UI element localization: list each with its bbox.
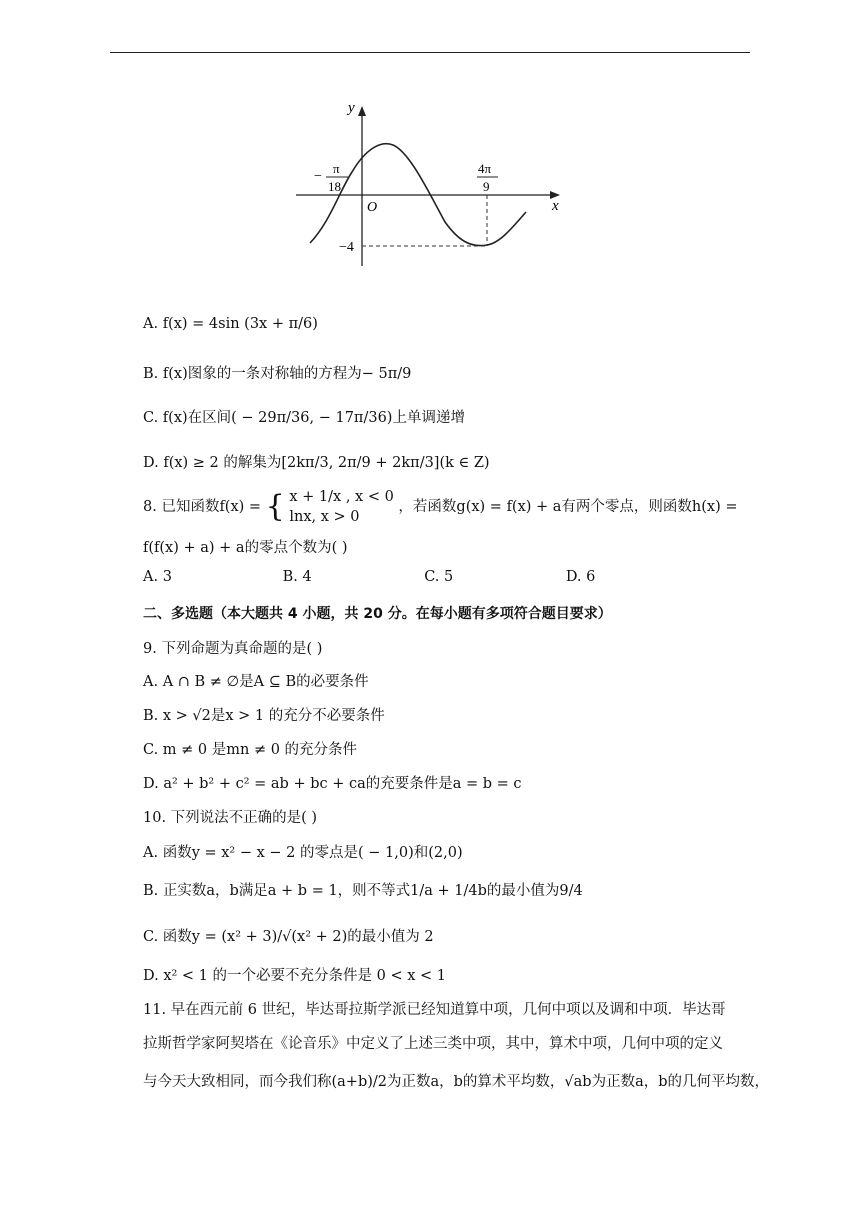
q8-option-b: B. 4 bbox=[282, 569, 312, 585]
left-tick-num: π bbox=[333, 161, 340, 176]
q8-option-a: A. 3 bbox=[143, 569, 172, 585]
q11-line-3: 与今天大致相同，而今我们称(a+b)/2为正数a，b的算术平均数，√ab为正数a，b的几何平均数， bbox=[143, 1074, 770, 1090]
q9-option-a: A. A ∩ B ≠ ∅是A ⊆ B的必要条件 bbox=[143, 674, 369, 690]
origin-label: O bbox=[367, 200, 378, 215]
y-axis-label: y bbox=[348, 100, 355, 116]
q8-piecewise-cases bbox=[289, 487, 393, 527]
right-tick-num: 4π bbox=[478, 161, 492, 176]
q8-case-1: x + 1/x , x < 0 bbox=[289, 489, 394, 505]
min-value-label: −4 bbox=[339, 240, 354, 255]
q8-option-d: D. 6 bbox=[565, 569, 596, 585]
q11-line-2: 拉斯哲学家阿契塔在《论音乐》中定义了上述三类中项，其中，算术中项，几何中项的定义 bbox=[143, 1036, 723, 1052]
q8-stem-line2: f(f(x) + a) + a的零点个数为( ) bbox=[143, 540, 348, 556]
q8-stem-line1 bbox=[143, 487, 738, 527]
right-tick-den: 9 bbox=[483, 179, 490, 194]
q10-option-d: D. x² < 1 的一个必要不充分条件是 0 < x < 1 bbox=[143, 968, 446, 984]
q10-option-a: A. 函数y = x² − x − 2 的零点是( − 1,0)和(2,0) bbox=[143, 845, 463, 861]
x-axis-label: x bbox=[552, 198, 559, 214]
q7-option-c: C. f(x)在区间( − 29π/36, − 17π/36)上单调递增 bbox=[143, 410, 465, 426]
q7-option-b: B. f(x)图象的一条对称轴的方程为− 5π/9 bbox=[143, 366, 412, 382]
q7-option-d: D. f(x) ≥ 2 的解集为[2kπ/3, 2π/9 + 2kπ/3](k ∈ Z) bbox=[143, 455, 490, 471]
q10-option-b: B. 正实数a，b满足a + b = 1，则不等式1/a + 1/4b的最小值为9/4 bbox=[143, 883, 583, 899]
q8-piecewise-brace: { bbox=[265, 489, 285, 524]
q9-option-c: C. m ≠ 0 是mn ≠ 0 的充分条件 bbox=[143, 742, 358, 758]
q9-stem: 9. 下列命题为真命题的是( ) bbox=[143, 641, 323, 657]
q10-option-c: C. 函数y = (x² + 3)/√(x² + 2)的最小值为 2 bbox=[143, 929, 434, 945]
q8-options bbox=[143, 569, 595, 585]
y-axis-arrow bbox=[358, 106, 366, 116]
q9-option-d: D. a² + b² + c² = ab + bc + ca的充要条件是a = b = c bbox=[143, 776, 522, 792]
q11-line-1: 11. 早在西元前 6 世纪，毕达哥拉斯学派已经知道算中项，几何中项以及调和中项．毕达哥 bbox=[143, 1002, 726, 1018]
sine-graph bbox=[0, 0, 860, 280]
left-tick-den: 18 bbox=[328, 179, 341, 194]
q8-stem-prefix: 8. 已知函数f(x) = bbox=[143, 499, 262, 515]
q10-stem: 10. 下列说法不正确的是( ) bbox=[143, 810, 318, 826]
q8-stem-suffix: ，若函数g(x) = f(x) + a有两个零点，则函数h(x) = bbox=[398, 499, 738, 515]
left-tick-sign: − bbox=[314, 169, 322, 184]
q8-option-c: C. 5 bbox=[424, 569, 454, 585]
section-2-heading: 二、多选题（本大题共 4 小题，共 20 分。在每小题有多项符合题目要求） bbox=[143, 606, 612, 622]
q9-option-b: B. x > √2是x > 1 的充分不必要条件 bbox=[143, 708, 385, 724]
q8-case-2: lnx, x > 0 bbox=[289, 509, 360, 525]
q7-option-a: A. f(x) = 4sin (3x + π/6) bbox=[143, 316, 318, 332]
